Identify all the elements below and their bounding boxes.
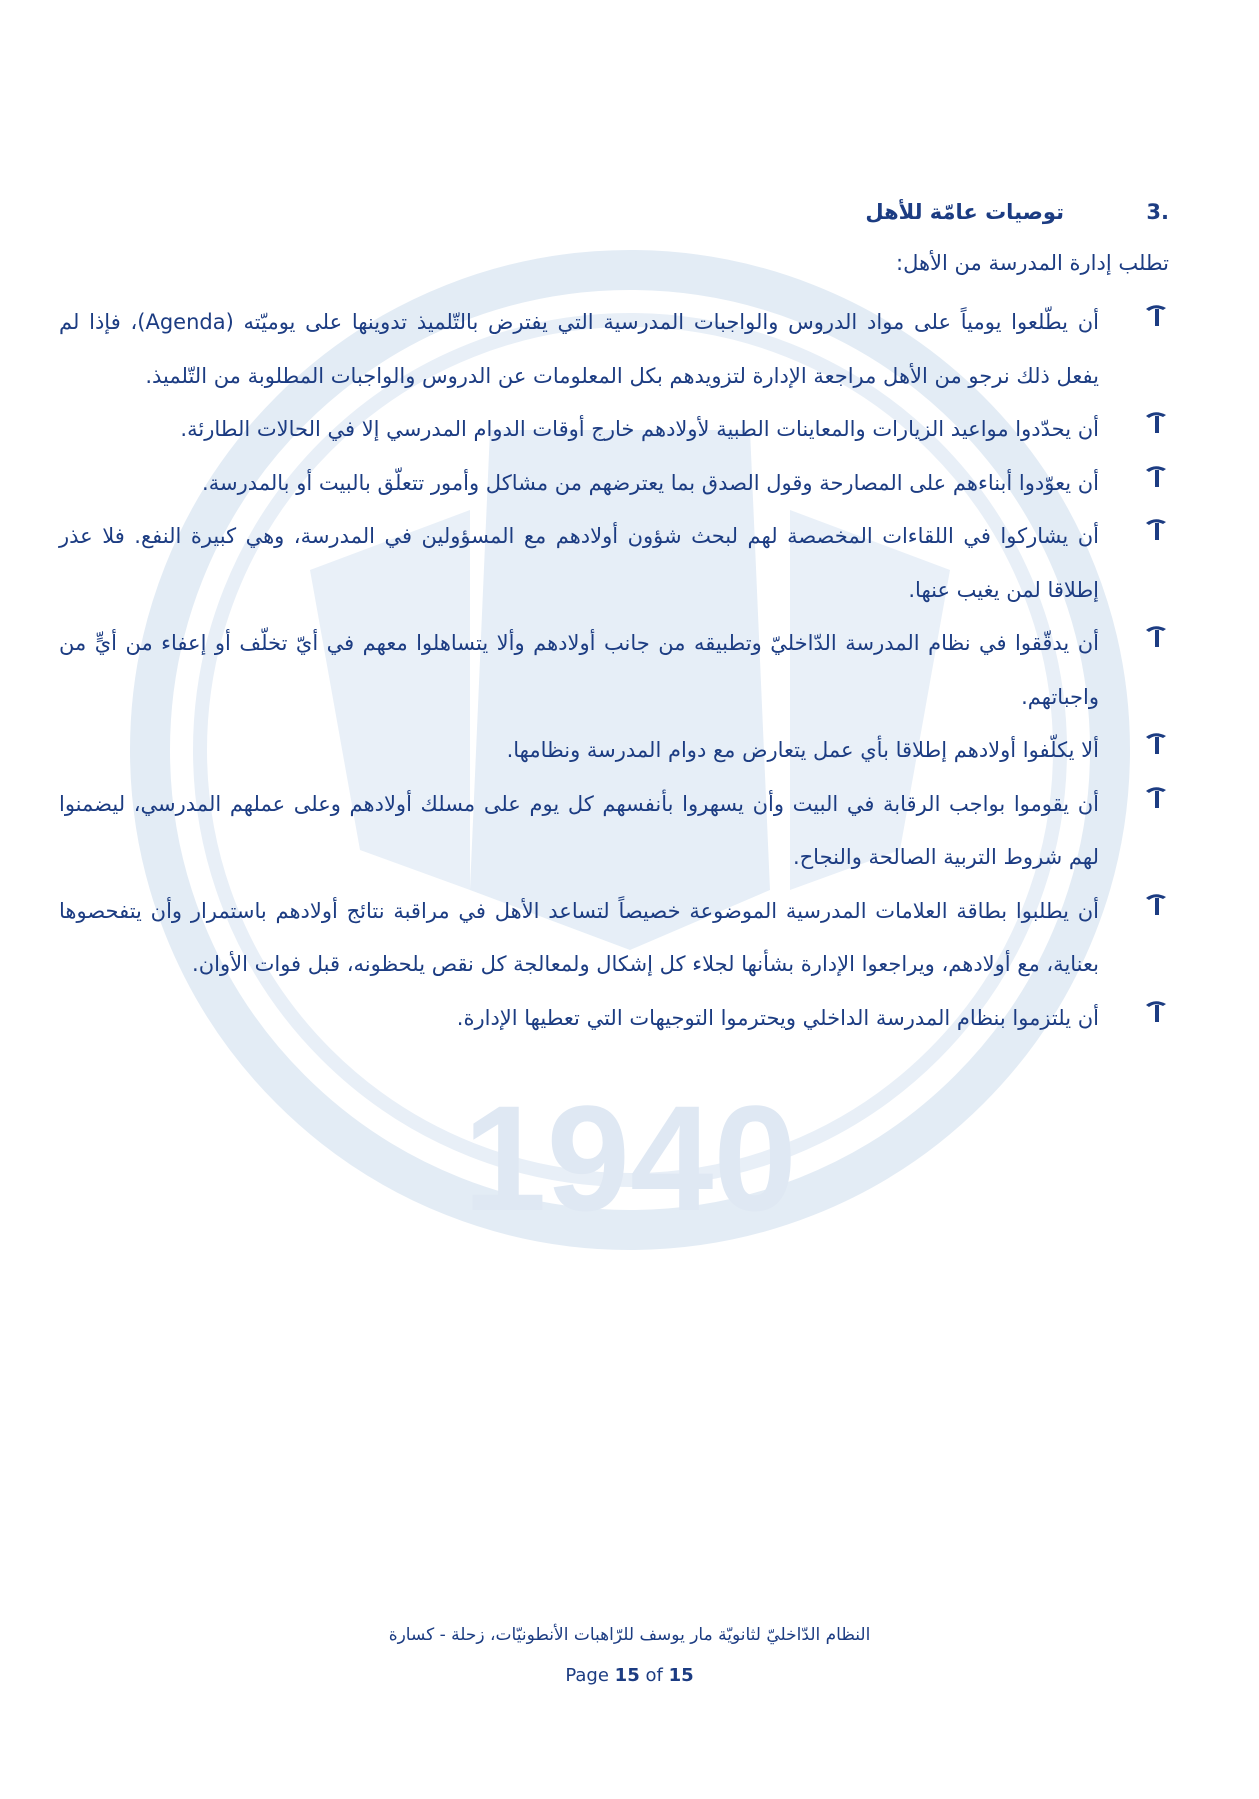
page-current: 15	[614, 1665, 640, 1686]
list-item-text: أن يحدّدوا مواعيد الزيارات والمعاينات الطبية لأولادهم خارج أوقات الدوام المدرسي إلا في الحالات الطارئة.	[180, 417, 1099, 441]
list-item	[59, 992, 1169, 1046]
list-item	[59, 457, 1169, 511]
list-item-text: أن يقوموا بواجب الرقابة في البيت وأن يسهروا بأنفسهم كل يوم على مسلك أولادهم وعلى عملهم المدرسي، ليضمنوا لهم شروط التربية الصالحة والنجاح.	[59, 791, 1099, 869]
pickaxe-icon	[1143, 409, 1169, 435]
page-of: of	[645, 1665, 663, 1686]
pickaxe-icon	[1143, 623, 1169, 649]
page-total: 15	[668, 1665, 694, 1686]
list-item-text: أن يطلبوا بطاقة العلامات المدرسية الموضوعة خصيصاً لتساعد الأهل في مراقبة نتائج أولادهم باستمرار وأن يتفحصوها بعناية، مع أولادهم، ويراجعوا الإدارة بشأنها لجلاء كل إشكال ولمعالجة كل نقص يلحظونه، قبل فوات الأوان.	[59, 898, 1099, 976]
list-item-text: أن يدقّقوا في نظام المدرسة الدّاخليّ وتطبيقه من جانب أولادهم وألا يتساهلوا معهم في أيّ تخلّف أو إعفاء من أيٍّ من واجباتهم.	[59, 631, 1099, 709]
list-item	[59, 510, 1169, 617]
list-item	[59, 296, 1169, 403]
list-item	[59, 617, 1169, 724]
list-item-text: ألا يكلّفوا أولادهم إطلاقا بأي عمل يتعارض مع دوام المدرسة ونظامها.	[506, 738, 1099, 762]
section-title: توصيات عامّة للأهل	[865, 200, 1064, 224]
pickaxe-icon	[1143, 463, 1169, 489]
intro-paragraph: تطلب إدارة المدرسة من الأهل:	[896, 251, 1169, 275]
page-number	[0, 1665, 1259, 1686]
pickaxe-icon	[1143, 998, 1169, 1024]
list-item	[59, 778, 1169, 885]
pickaxe-icon	[1143, 891, 1169, 917]
list-item	[59, 885, 1169, 992]
footer-document-title: النظام الدّاخليّ لثانويّة مار يوسف للرّاهبات الأنطونيّات، زحلة - كسارة	[388, 1625, 871, 1645]
recommendations-list	[59, 296, 1169, 1045]
pickaxe-icon	[1143, 302, 1169, 328]
list-item-text: أن يعوّدوا أبناءهم على المصارحة وقول الصدق بما يعترضهم من مشاكل وأمور تتعلّق بالبيت أو بالمدرسة.	[202, 470, 1099, 495]
pickaxe-icon	[1143, 784, 1169, 810]
list-item-text: أن يطّلعوا يومياً على مواد الدروس والواجبات المدرسية التي يفترض بالتّلميذ تدوينها على يوميّته (Agenda)، فإذا لم يفعل ذلك نرجو من الأهل مراجعة الإدارة لتزويدهم بكل المعلومات عن الدروس والواجبات المطلوبة من التّلميذ.	[59, 310, 1099, 388]
list-item-text: أن يلتزموا بنظام المدرسة الداخلي ويحترموا التوجيهات التي تعطيها الإدارة.	[456, 1005, 1099, 1030]
list-item	[59, 403, 1169, 457]
list-item	[59, 724, 1169, 778]
pickaxe-icon	[1143, 730, 1169, 756]
pickaxe-icon	[1143, 516, 1169, 542]
page-label: Page	[565, 1665, 609, 1686]
list-item-text: أن يشاركوا في اللقاءات المخصصة لهم لبحث شؤون أولادهم مع المسؤولين في المدرسة، وهي كبيرة النفع. فلا عذر إطلاقا لمن يغيب عنها.	[59, 524, 1099, 602]
section-number: 3.	[1146, 200, 1169, 224]
section-heading	[865, 192, 1169, 232]
watermark-year: 1940	[463, 1074, 797, 1242]
